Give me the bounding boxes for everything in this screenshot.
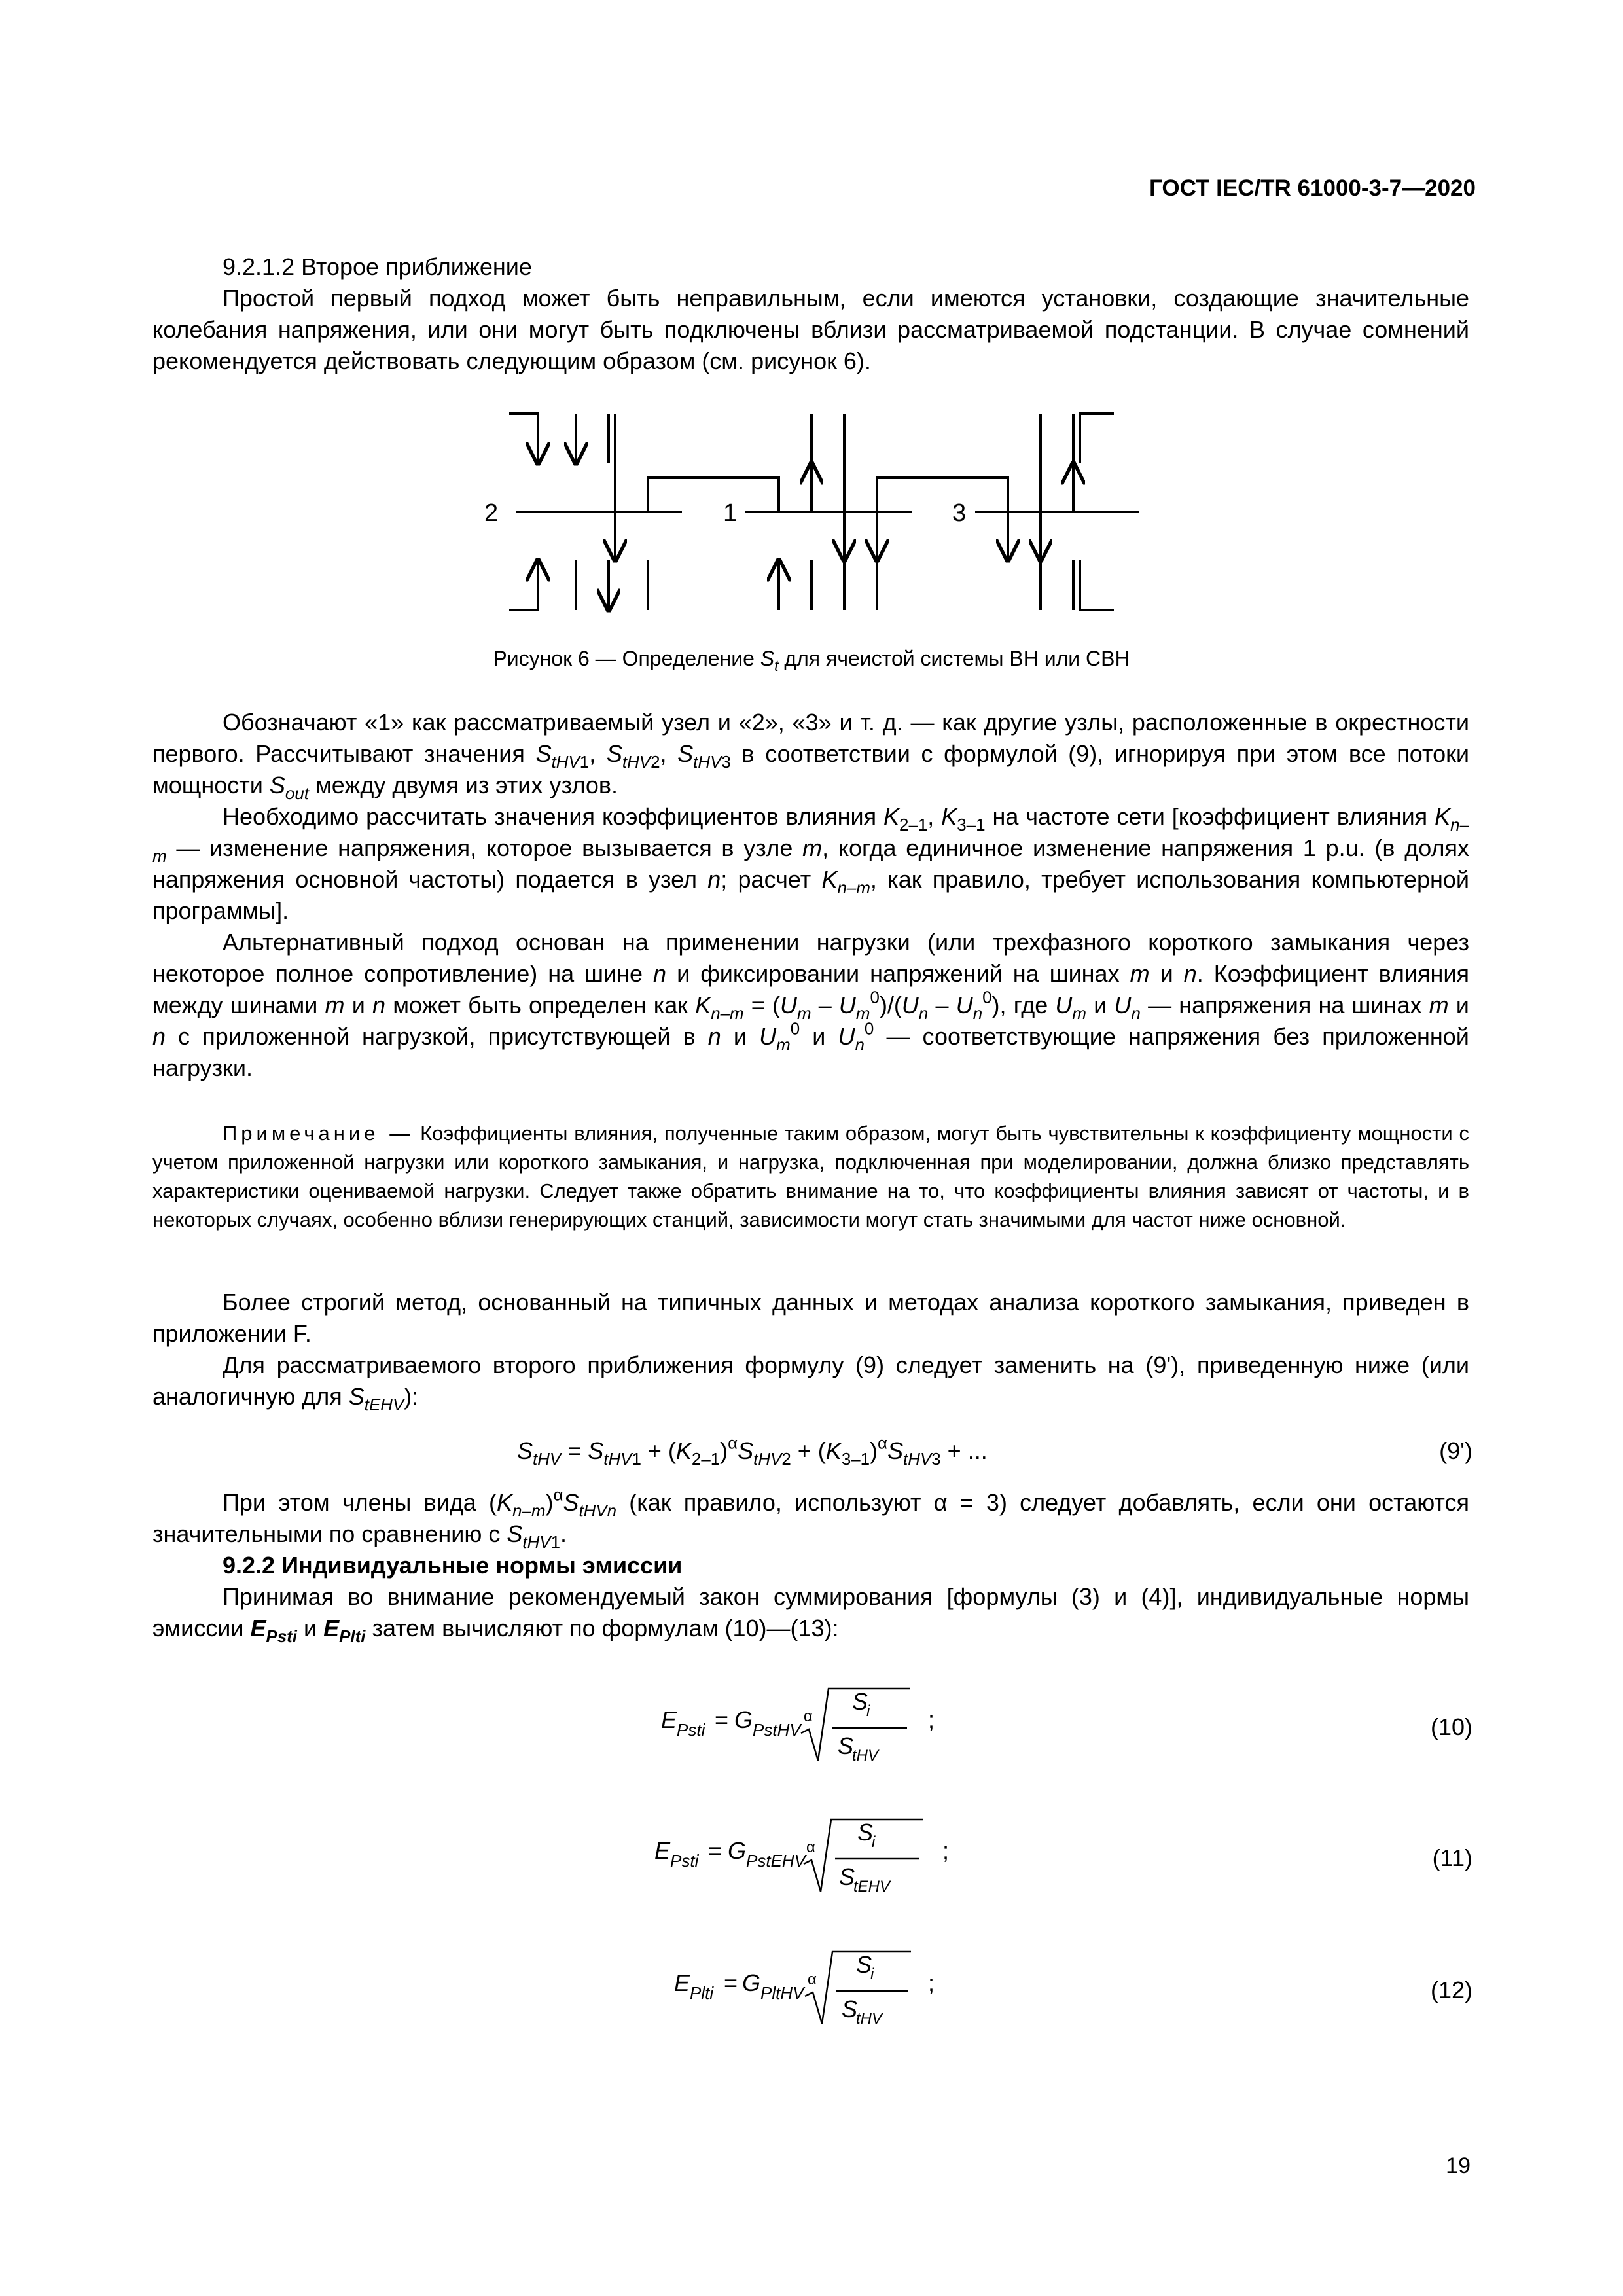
equation-10 (661, 1676, 975, 1767)
svg-text:G: G (734, 1706, 753, 1733)
paragraph-terms: При этом члены вида $(K_{n-m})^\alpha S_{tHVn}$ (как правило, используют α = 3) следует добавлять, если они остаются значительными по сравнению с $S_{tHV1}$. (152, 1486, 1469, 1552)
node-label-3: 3 (952, 499, 967, 527)
equation-9-prime-number: (9') (1439, 1437, 1472, 1464)
link-1-3 (877, 478, 1008, 512)
svg-text:S: S (856, 1951, 872, 1978)
svg-text:PltHV: PltHV (760, 1983, 804, 2003)
svg-text:PstEHV: PstEHV (746, 1851, 806, 1871)
section-title: 9.2.1.2 Второе приближение (223, 253, 532, 280)
figure-caption: Рисунок 6 — Определение $S_t$ для ячеистой системы ВН или СВН (493, 647, 1130, 675)
bracket-2-top (509, 414, 538, 463)
svg-text:tEHV: tEHV (853, 1878, 891, 1895)
svg-text:α: α (806, 1839, 815, 1856)
svg-text:α: α (808, 1971, 817, 1988)
svg-text:Psti: Psti (670, 1851, 699, 1871)
paragraph-second-approx: Для рассматриваемого второго приближения формулу (9) следует заменить на (9'), приведенную ниже (или аналогичную для $S_{tEHV}$): (152, 1352, 1469, 1415)
equation-12-number: (12) (1430, 1977, 1472, 2003)
equation-11-number: (11) (1432, 1844, 1472, 1871)
svg-text:E: E (654, 1837, 671, 1864)
svg-text:i: i (866, 1702, 870, 1720)
equation-11 (654, 1806, 982, 1898)
svg-text:S: S (852, 1688, 868, 1715)
svg-text:Psti: Psti (677, 1720, 705, 1740)
svg-text:i: i (872, 1833, 876, 1851)
svg-text:S: S (838, 1732, 854, 1759)
svg-text:;: ; (928, 1706, 935, 1733)
svg-text:i: i (870, 1965, 874, 1983)
body-text-1 (152, 707, 1469, 1084)
section-9-2-1-2 (152, 251, 1469, 377)
section-9-2-2-title: 9.2.2 Индивидуальные нормы эмиссии (223, 1552, 683, 1579)
paragraph-alternative: Альтернативный подход основан на применении нагрузки (или трехфазного короткого замыкания через некоторое полное сопротивление) на шине n и фиксировании напряжений на шинах m и n. Коэффициент влияния между шинами m и n может быть определен как $K_{n-m} = (U_m - U_m^0)/(U_n - U_n^0)$, где $U_m$ и $U_n$ — напряжения на шинах m и n с приложенной нагрузкой, присутствующей в n и $U_m^0$ и $U_n^0$ — соответствующие напряжения без приложенной нагрузки. (152, 929, 1469, 1081)
note-text: Коэффициенты влияния, полученные таким образом, могут быть чувствительны к коэффициенту мощности с учетом приложенной нагрузки или короткого замыкания, и нагрузка, подключенная при моделировании, должна близко представлять характеристики оцениваемой нагрузки. Следует также обратить внимание на то, что коэффициенты влияния зависят от частоты, и в некоторых случаях, особенно вблизи генерирующих станций, зависимости могут стать значимыми для частот ниже основной. (152, 1122, 1469, 1231)
equation-12 (674, 1939, 975, 2030)
svg-text:;: ; (942, 1837, 950, 1864)
body-text-3 (152, 1486, 1469, 1647)
svg-text:E: E (661, 1706, 677, 1733)
svg-text:S: S (857, 1819, 874, 1846)
svg-text:E: E (674, 1969, 690, 1996)
svg-text:=: = (715, 1706, 729, 1733)
standard-header: ГОСТ IEC/TR 61000-3-7—2020 (1149, 175, 1476, 201)
paragraph-nodes: Обозначают «1» как рассматриваемый узел и «2», «3» и т. д. — как другие узлы, расположенные в окрестности первого. Рассчитывают значения $S_{tHV1}$, $S_{tHV2}$, $S_{tHV3}$ в соответствии с формулой (9), игнорируя при этом все потоки мощности $S_{out}$ между двумя из этих узлов. (152, 709, 1469, 804)
svg-text:Plti: Plti (690, 1983, 714, 2003)
svg-text:S: S (839, 1863, 855, 1890)
svg-text:α: α (804, 1708, 813, 1725)
svg-text:G: G (742, 1969, 761, 1996)
svg-text:G: G (728, 1837, 747, 1864)
note-block (152, 1119, 1469, 1234)
svg-text:S: S (842, 1996, 858, 2022)
figure-6-diagram (484, 406, 1139, 622)
svg-text:PstHV: PstHV (753, 1720, 801, 1740)
body-text-2 (152, 1287, 1469, 1415)
node-label-2: 2 (484, 499, 499, 527)
svg-text:;: ; (928, 1969, 935, 1996)
paragraph-individual-norms: Принимая во внимание рекомендуемый закон суммирования [формулы (3) и (4)], индивидуальные нормы эмиссии $E_{Psti}$ и $E_{Plti}$ затем вычисляют по формулам (10)—(13): (152, 1583, 1469, 1647)
paragraph-influence: Необходимо рассчитать значения коэффициентов влияния $K_{2-1}$, $K_{3-1}$ на частоте сети [коэффициент влияния $K_{n-m}$ — изменение напряжения, которое вызывается в узле m, когда единичное изменение напряжения 1 p.u. (в долях напряжения основной частоты) подается в узел n; расчет $K_{n-m}$, как правило, требует использования компьютерной программы]. (152, 803, 1469, 924)
equation-10-number: (10) (1430, 1713, 1472, 1740)
note-label: Примечание — (223, 1122, 414, 1145)
node-label-1: 1 (723, 499, 738, 527)
bracket-2-bottom (509, 560, 538, 610)
paragraph-intro: Простой первый подход может быть неправильным, если имеются установки, создающие значительные колебания напряжения, или они могут быть подключены вблизи рассматриваемой подстанции. В случае сомнений рекомендуется действовать следующим образом (см. рисунок 6). (152, 285, 1469, 374)
svg-text:tHV: tHV (856, 2010, 883, 2028)
svg-text:=: = (724, 1969, 738, 1996)
link-2-1 (648, 478, 779, 512)
equation-9-prime: $S_{tHV} = S_{tHV1} + (K_{2-1})^\alpha S_{tHV2} + (K_{3-1})^\alpha S_{tHV3}$ + ... (517, 1434, 988, 1469)
page-number: 19 (1446, 2153, 1471, 2178)
svg-text:=: = (708, 1837, 722, 1864)
paragraph-strict-method: Более строгий метод, основанный на типичных данных и методах анализа короткого замыкания, приведен в приложении F. (152, 1289, 1469, 1347)
svg-text:tHV: tHV (852, 1747, 879, 1765)
